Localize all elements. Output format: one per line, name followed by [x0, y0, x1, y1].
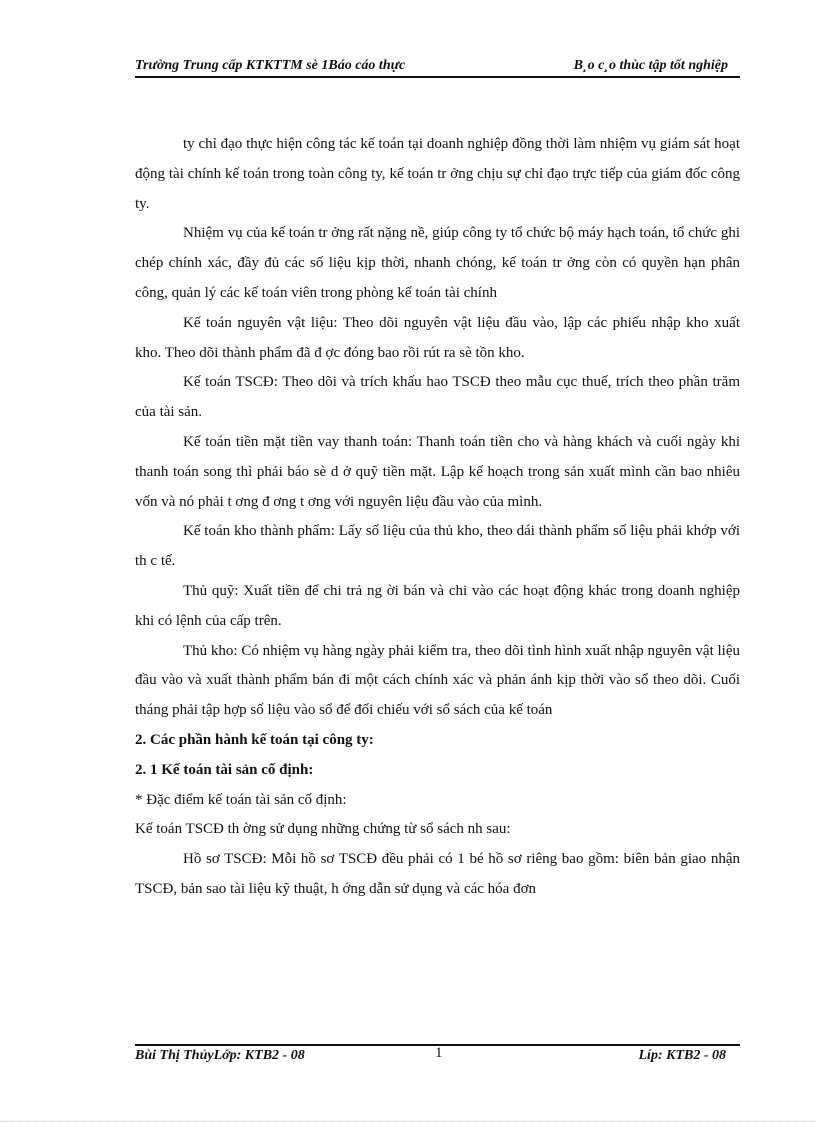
section-heading: 2. Các phần hành kế toán tại công ty:	[135, 731, 374, 748]
page-number: 1	[435, 1045, 443, 1061]
paragraph: ty chỉ đạo thực hiện công tác kế toán tại doanh nghiệp đồng thời làm nhiệm vụ giám sát hoạt động tài chính kế toán trong toàn công ty, kế toán tr ởng chịu sự chỉ đạo trực tiếp của giám đốc công ty.	[135, 136, 740, 212]
paragraph: Thủ kho: Có nhiệm vụ hàng ngày phải kiểm tra, theo dõi tình hình xuất nhập nguyên vật liệu đầu vào và xuất thành phẩm bán đi một cách chính xác và phản ánh kịp thời vào sổ theo dõi. Cuối tháng phải tập hợp số liệu vào sổ để đối chiếu với sổ sách của kế toán	[135, 642, 740, 719]
page-bottom-rule	[0, 1121, 816, 1122]
paragraph: Kế toán tiền mặt tiền vay thanh toán: Thanh toán tiền cho và hàng khách và cuối ngày khi thanh toán song thì phải báo sè d ở quỹ tiền mặt. Lập kế hoạch trong sản xuất mình cần bao nhiêu vốn và nó phải t ơng đ ơng t ơng với nguyên liệu đầu vào của mình.	[135, 433, 740, 510]
subsection-heading: 2. 1 Kế toán tài sản cố định:	[135, 761, 314, 778]
footer-class: Líp: KTB2 - 08	[638, 1048, 726, 1063]
page-footer	[135, 1045, 740, 1068]
paragraph: Hồ sơ TSCĐ: Mỗi hồ sơ TSCĐ đều phải có 1 bé hồ sơ riêng bao gồm: biên bản giao nhận TSCĐ, bản sao tài liệu kỹ thuật, h ớng dẫn sử dụng và các hóa đơn	[135, 851, 740, 897]
paragraph: Kế toán nguyên vật liệu: Theo dõi nguyên vật liệu đầu vào, lập các phiếu nhập kho xuất kho. Theo dõi thành phẩm đã đ ợc đóng bao rồi rút ra sè tồn kho.	[135, 314, 740, 361]
document-body	[135, 130, 740, 905]
paragraph: Kế toán TSCĐ: Theo dõi và trích khấu hao TSCĐ theo mẫu cục thuế, trích theo phần trăm của tài sản.	[135, 374, 740, 421]
footer-author: Bùi Thị ThủyLớp: KTB2 - 08	[135, 1048, 305, 1063]
paragraph: Thủ quỹ: Xuất tiền để chi trả ng ời bán và chi vào các hoạt động khác trong doanh nghiệp khi có lệnh của cấp trên.	[135, 582, 740, 629]
paragraph: Nhiệm vụ của kế toán tr ởng rất nặng nề, giúp công ty tổ chức bộ máy hạch toán, tổ chức ghi chép chính xác, đầy đủ các số liệu kịp thời, nhanh chóng, kế toán tr ởng còn có quyền hạn phân công, quản lý các kế toán viên trong phòng kế toán tài chính	[135, 225, 740, 301]
header-school-name: Trường Trung cấp KTKTTM sè 1Báo cáo thực	[135, 58, 406, 73]
header-divider	[135, 76, 740, 78]
paragraph: Kế toán TSCĐ th ờng sử dụng những chứng từ sổ sách nh sau:	[135, 821, 511, 838]
header-report-title: B¸o c¸o thùc tập tốt nghiệp	[573, 58, 728, 73]
paragraph: * Đặc điểm kế toán tài sản cố định:	[135, 791, 347, 808]
paragraph: Kế toán kho thành phẩm: Lấy số liệu của thủ kho, theo dái thành phẩm số liệu phải khớp với th c tế.	[135, 523, 740, 570]
page-header	[135, 58, 740, 78]
